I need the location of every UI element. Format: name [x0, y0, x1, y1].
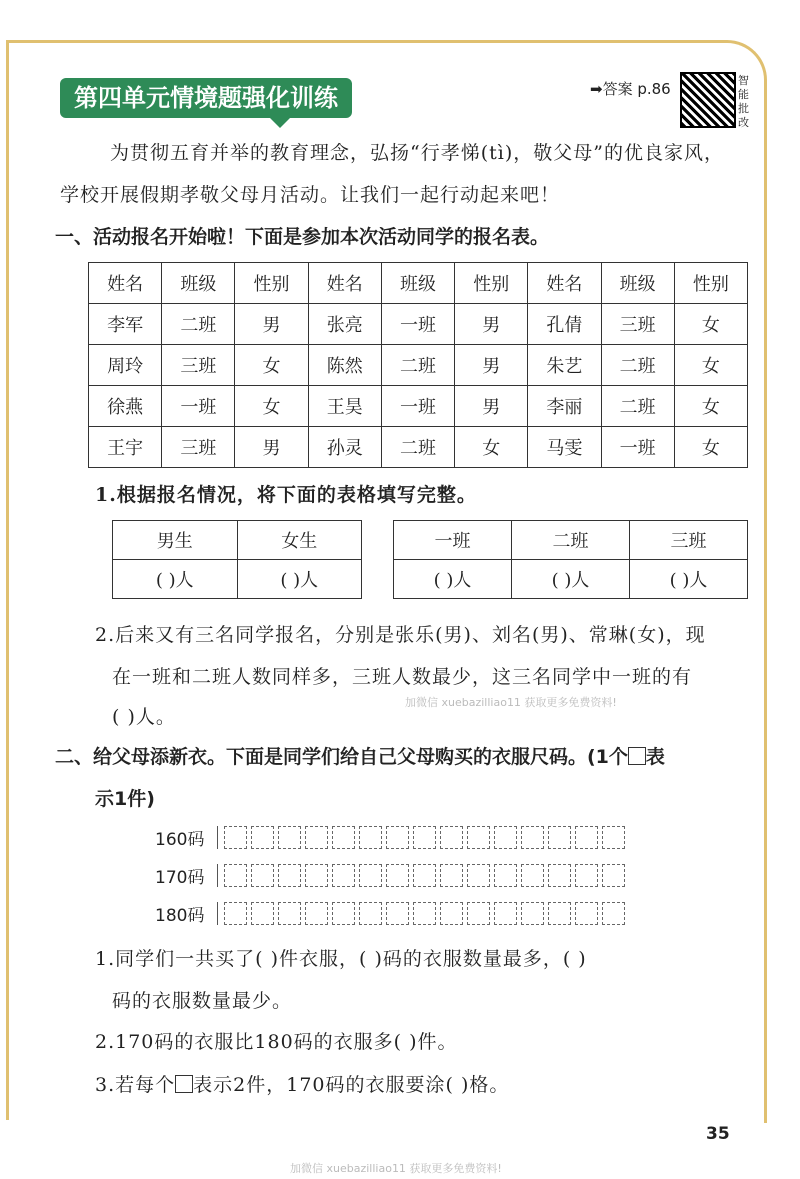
reg-cell: 男: [455, 386, 528, 427]
girls-blank[interactable]: ( )人: [237, 560, 362, 599]
reg-cell: 二班: [381, 427, 454, 468]
reg-cell: 男: [455, 345, 528, 386]
square-cell[interactable]: [548, 864, 571, 887]
q2-3: [95, 1070, 509, 1097]
intro-line-1: 为贯彻五育并举的教育理念，弘扬“行孝悌(tì)，敬父母”的优良家风，: [110, 142, 724, 164]
reg-cell: 李丽: [528, 386, 601, 427]
reg-cell: 徐燕: [89, 386, 162, 427]
reg-cell: 张亮: [308, 304, 381, 345]
square-cell[interactable]: [521, 826, 544, 849]
watermark-mid: 加微信 xuebazilliao11 获取更多免费资料!: [405, 696, 617, 709]
q1-2-line-c: ( )人。: [112, 706, 176, 728]
size-label: 180码: [155, 905, 205, 926]
reg-cell: 一班: [381, 386, 454, 427]
reg-cell: 女: [674, 345, 747, 386]
square-cell[interactable]: [521, 864, 544, 887]
size-row: [155, 818, 629, 856]
reg-cell: 女: [674, 304, 747, 345]
square-cell[interactable]: [413, 826, 436, 849]
qr-label: 智能批改: [738, 74, 749, 129]
reg-header-cell: 姓名: [528, 263, 601, 304]
boys-blank[interactable]: ( )人: [113, 560, 238, 599]
size-cells: [217, 864, 629, 887]
table-row: [89, 345, 748, 386]
class3-blank[interactable]: ( )人: [630, 560, 748, 599]
reg-cell: 二班: [381, 345, 454, 386]
qr-code-icon[interactable]: [680, 72, 736, 128]
page-number: 35: [706, 1124, 730, 1144]
reg-cell: 女: [235, 345, 308, 386]
square-cell[interactable]: [278, 864, 301, 887]
watermark-bottom: 加微信 xuebazilliao11 获取更多免费资料!: [290, 1162, 502, 1175]
class2-blank[interactable]: ( )人: [512, 560, 630, 599]
square-cell[interactable]: [440, 826, 463, 849]
q1-2-line-b: 在一班和二班人数同样多，三班人数最少，这三名同学中一班的有: [112, 666, 693, 688]
reg-cell: 王宇: [89, 427, 162, 468]
reg-header-cell: 性别: [235, 263, 308, 304]
class1-blank[interactable]: ( )人: [394, 560, 512, 599]
size-chart: [155, 818, 629, 932]
reg-header-cell: 班级: [381, 263, 454, 304]
square-cell[interactable]: [278, 826, 301, 849]
reg-cell: 女: [674, 386, 747, 427]
reg-header-cell: 班级: [162, 263, 235, 304]
reg-cell: 王昊: [308, 386, 381, 427]
section2-title-text-b: 表: [645, 746, 665, 768]
square-cell[interactable]: [575, 864, 598, 887]
registration-header-row: [89, 263, 748, 304]
reg-header-cell: 性别: [455, 263, 528, 304]
square-cell[interactable]: [386, 826, 409, 849]
reg-cell: 三班: [162, 345, 235, 386]
q2-3-text-a: 3.若每个: [95, 1074, 176, 1096]
reg-cell: 女: [235, 386, 308, 427]
section2-title-a: [55, 742, 665, 769]
square-cell[interactable]: [467, 864, 490, 887]
q1-1: 1.根据报名情况，将下面的表格填写完整。: [95, 484, 477, 506]
reg-cell: 马雯: [528, 427, 601, 468]
square-cell[interactable]: [440, 902, 463, 925]
class-table: [393, 520, 748, 599]
reg-cell: 男: [235, 304, 308, 345]
square-icon: [628, 747, 646, 765]
reg-cell: 二班: [162, 304, 235, 345]
size-label: 170码: [155, 867, 205, 888]
reg-header-cell: 姓名: [89, 263, 162, 304]
table-row: [89, 427, 748, 468]
square-cell[interactable]: [602, 902, 625, 925]
class-header-1: 一班: [394, 521, 512, 560]
unit-banner: 第四单元情境题强化训练: [60, 78, 352, 118]
square-cell[interactable]: [251, 864, 274, 887]
square-cell[interactable]: [494, 826, 517, 849]
reg-cell: 李军: [89, 304, 162, 345]
square-cell[interactable]: [602, 826, 625, 849]
square-cell[interactable]: [386, 902, 409, 925]
reg-cell: 女: [455, 427, 528, 468]
reg-cell: 男: [455, 304, 528, 345]
reg-cell: 三班: [162, 427, 235, 468]
q2-1-line-b: 码的衣服数量最少。: [112, 990, 293, 1012]
reg-cell: 女: [674, 427, 747, 468]
section2-title-c: 示1件): [95, 788, 155, 810]
square-cell[interactable]: [305, 864, 328, 887]
square-cell[interactable]: [305, 902, 328, 925]
reg-header-cell: 班级: [601, 263, 674, 304]
reg-cell: 男: [235, 427, 308, 468]
square-cell[interactable]: [359, 864, 382, 887]
reg-cell: 二班: [601, 386, 674, 427]
square-cell[interactable]: [548, 826, 571, 849]
q2-2: 2.170码的衣服比180码的衣服多( )件。: [95, 1031, 458, 1053]
reg-cell: 三班: [601, 304, 674, 345]
section2-title-text: 二、给父母添新衣。下面是同学们给自己父母购买的衣服尺码。(1个: [55, 746, 628, 768]
answer-reference: ➡答案 p.86: [590, 80, 671, 98]
square-cell[interactable]: [251, 826, 274, 849]
reg-cell: 一班: [381, 304, 454, 345]
class-header-2: 二班: [512, 521, 630, 560]
square-cell[interactable]: [467, 902, 490, 925]
square-cell[interactable]: [359, 826, 382, 849]
table-row: [89, 386, 748, 427]
square-cell[interactable]: [575, 902, 598, 925]
size-row: [155, 856, 629, 894]
intro-line-2: 学校开展假期孝敬父母月活动。让我们一起行动起来吧！: [60, 184, 561, 206]
size-cells: [217, 902, 629, 925]
registration-table: [88, 262, 748, 468]
reg-cell: 孔倩: [528, 304, 601, 345]
reg-cell: 陈然: [308, 345, 381, 386]
square-cell[interactable]: [224, 902, 247, 925]
size-row: [155, 894, 629, 932]
reg-header-cell: 性别: [674, 263, 747, 304]
gender-header-boys: 男生: [113, 521, 238, 560]
square-cell[interactable]: [251, 902, 274, 925]
q1-2-line-a: 2.后来又有三名同学报名，分别是张乐(男)、刘名(男)、常琳(女)，现: [95, 624, 706, 646]
square-cell[interactable]: [602, 864, 625, 887]
q2-1-line-a: 1.同学们一共买了( )件衣服，( )码的衣服数量最多，( ): [95, 948, 587, 970]
square-cell[interactable]: [494, 902, 517, 925]
square-cell[interactable]: [440, 864, 463, 887]
section1-title: 一、活动报名开始啦！下面是参加本次活动同学的报名表。: [55, 226, 550, 248]
square-cell[interactable]: [494, 864, 517, 887]
square-cell[interactable]: [278, 902, 301, 925]
table-row: [89, 304, 748, 345]
reg-cell: 一班: [162, 386, 235, 427]
square-cell[interactable]: [575, 826, 598, 849]
reg-cell: 一班: [601, 427, 674, 468]
size-cells: [217, 826, 629, 849]
reg-header-cell: 姓名: [308, 263, 381, 304]
square-cell[interactable]: [413, 902, 436, 925]
square-cell[interactable]: [332, 864, 355, 887]
reg-cell: 二班: [601, 345, 674, 386]
square-cell[interactable]: [305, 826, 328, 849]
square-cell[interactable]: [224, 826, 247, 849]
square-icon: [175, 1075, 193, 1093]
square-cell[interactable]: [332, 902, 355, 925]
square-cell[interactable]: [359, 902, 382, 925]
square-cell[interactable]: [467, 826, 490, 849]
gender-header-girls: 女生: [237, 521, 362, 560]
square-cell[interactable]: [224, 864, 247, 887]
reg-cell: 朱艺: [528, 345, 601, 386]
size-label: 160码: [155, 829, 205, 850]
reg-cell: 孙灵: [308, 427, 381, 468]
reg-cell: 周玲: [89, 345, 162, 386]
gender-table: [112, 520, 362, 599]
square-cell[interactable]: [332, 826, 355, 849]
square-cell[interactable]: [548, 902, 571, 925]
square-cell[interactable]: [521, 902, 544, 925]
q2-3-text-b: 表示2件，170码的衣服要涂( )格。: [193, 1074, 510, 1096]
class-header-3: 三班: [630, 521, 748, 560]
square-cell[interactable]: [386, 864, 409, 887]
square-cell[interactable]: [413, 864, 436, 887]
